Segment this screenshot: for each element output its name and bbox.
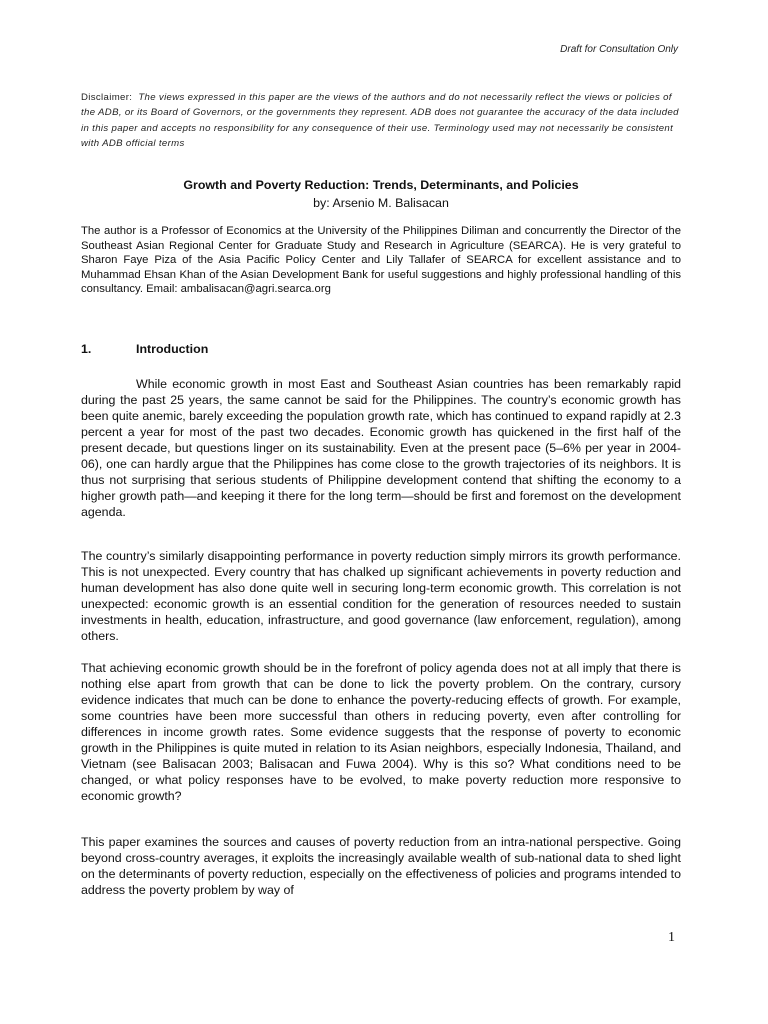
paragraph-2: The country’s similarly disappointing performance in poverty reduction simply mirrors its growth performance. This is not unexpected. Every country that has chalked up significant achievements in poverty reduction and human development has also done quite well in securing long-term economic growth. This correlation is not unexpected: economic growth is an essential condition for the generation of resources needed to sustain investments in health, education, infrastructure, and good governance (law enforcement, regulation), among others. bbox=[81, 549, 681, 643]
disclaimer-text: The views expressed in this paper are the views of the authors and do not necessarily reflect the views or policies of the ADB, or its Board of Governors, or the governments they represent. ADB does not guarantee the accuracy of the data included in this paper and accepts no responsibility for any consequence of their use. Terminology used may not necessarily be consistent with ADB official terms bbox=[81, 92, 679, 150]
section-number: 1. bbox=[81, 342, 92, 356]
draft-notice: Draft for Consultation Only bbox=[560, 44, 678, 55]
page-number: 1 bbox=[668, 930, 675, 945]
disclaimer-label: Disclaimer: bbox=[81, 92, 133, 103]
paragraph-4: This paper examines the sources and causes of poverty reduction from an intra-national perspective. Going beyond cross-country averages, it exploits the increasingly available wealth of sub-national data to shed light on the determinants of poverty reduction, especially on the effectiveness of policies and programs intended to address the poverty problem by way of bbox=[81, 835, 681, 897]
paper-byline: by: Arsenio M. Balisacan bbox=[313, 196, 449, 210]
section-heading bbox=[81, 342, 681, 356]
paper-title: Growth and Poverty Reduction: Trends, Determinants, and Policies bbox=[183, 178, 579, 192]
disclaimer bbox=[81, 90, 681, 152]
author-note: The author is a Professor of Economics at the University of the Philippines Diliman and concurrently the Director of the Southeast Asian Regional Center for Graduate Study and Research in Agriculture (SEARCA). He is very grateful to Sharon Faye Piza of the Asia Pacific Policy Center and Lily Tallafer of SEARCA for excellent assistance and to Muhammad Ehsan Khan of the Asian Development Bank for useful suggestions and highly professional handling of this consultancy. Email: ambalisacan@agri.searca.org bbox=[81, 225, 681, 296]
section-title: Introduction bbox=[136, 342, 209, 356]
paragraph-3: That achieving economic growth should be in the forefront of policy agenda does not at all imply that there is nothing else apart from growth that can be done to lick the poverty problem. On the contrary, cursory evidence indicates that much can be done to enhance the poverty-reducing effects of growth. For example, some countries have been more successful than others in reducing poverty, even after controlling for differences in income growth rates. Some evidence suggests that the response of poverty to economic growth in the Philippines is quite muted in relation to its Asian neighbors, especially Indonesia, Thailand, and Vietnam (see Balisacan 2003; Balisacan and Fuwa 2004). Why is this so? What conditions need to be changed, or what policy responses have to be evolved, to make poverty reduction more responsive to economic growth? bbox=[81, 661, 681, 803]
paragraph-1: While economic growth in most East and Southeast Asian countries has been remarkably rapid during the past 25 years, the same cannot be said for the Philippines. The country’s economic growth has been quite anemic, barely exceeding the population growth rate, which has continued to expand rapidly at 2.3 percent a year for most of the past two decades. Economic growth has quickened in the first half of the present decade, but questions linger on its sustainability. Even at the present pace (5–6% per year in 2004-06), one can hardly argue that the Philippines has come close to the growth trajectories of its neighbors. It is thus not surprising that serious students of Philippine development contend that shifting the economy to a higher growth path—and keeping it there for the long term—should be first and foremost on the development agenda. bbox=[81, 377, 681, 519]
